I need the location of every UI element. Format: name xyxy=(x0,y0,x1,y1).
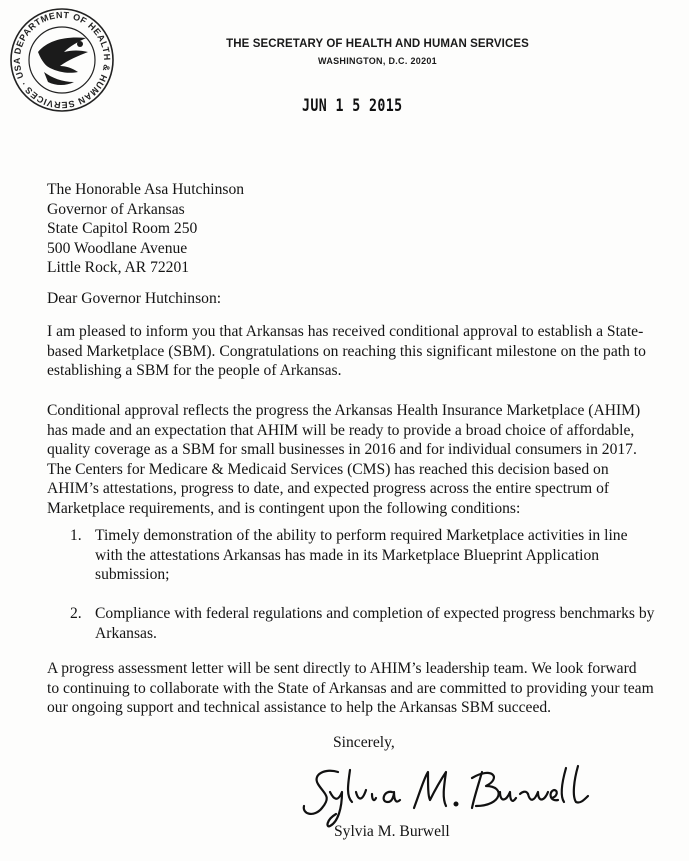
closing-salutation: Sincerely, xyxy=(333,734,395,751)
signer-name: Sylvia M. Burwell xyxy=(334,823,450,840)
address-line: The Honorable Asa Hutchinson xyxy=(47,181,245,198)
paragraph-line: The Centers for Medicare & Medicaid Services (CMS) has reached this decision based on xyxy=(47,460,609,478)
signature-graphic xyxy=(296,752,596,830)
handwritten-signature xyxy=(296,752,596,830)
condition-line: Compliance with federal regulations and completion of expected progress benchmarks by xyxy=(95,605,655,622)
address-line: 500 Woodlane Avenue xyxy=(47,239,188,257)
condition-line: submission; xyxy=(95,566,170,584)
paragraph-line: I am pleased to inform you that Arkansas has received conditional approval to establish a State- xyxy=(47,323,644,340)
salutation: Dear Governor Hutchinson: xyxy=(47,290,222,307)
condition-text xyxy=(95,604,654,643)
paragraph-line: based Marketplace (SBM). Congratulations on reaching this significant milestone on the path to xyxy=(47,342,646,360)
paragraph-closing xyxy=(47,659,654,718)
address-line: State Capitol Room 250 xyxy=(47,220,198,238)
seal-text: DEPARTMENT OF HEALTH & HUMAN SERVICES · USA xyxy=(11,9,113,111)
paragraph-line: A progress assessment letter will be sent directly to AHIM’s leadership team. We look forward xyxy=(47,660,637,677)
paragraph-line: AHIM’s attestations, progress to date, and expected progress across the entire spectrum of xyxy=(47,480,610,498)
letterhead-location: WASHINGTON, D.C. 20201 xyxy=(318,56,437,66)
paragraph-line: to continuing to collaborate with the State of Arkansas and are committed to providing your team xyxy=(47,679,654,697)
condition-line: with the attestations Arkansas has made in its Marketplace Blueprint Application xyxy=(95,546,600,564)
address-line: Governor of Arkansas xyxy=(47,200,185,218)
paragraph-approval xyxy=(47,322,646,381)
recipient-address xyxy=(47,180,244,278)
paragraph-line: has made and an expectation that AHIM will be ready to provide a broad choice of affordable, xyxy=(47,421,635,439)
condition-number: 2. xyxy=(70,605,82,622)
paragraph-line: quality coverage as a SBM for small businesses in 2016 and for individual consumers in 2017. xyxy=(47,441,637,459)
address-line: Little Rock, AR 72201 xyxy=(47,259,190,277)
condition-line: Timely demonstration of the ability to perform required Marketplace activities in line xyxy=(95,527,628,544)
paragraph-line: establishing a SBM for the people of Arkansas. xyxy=(47,362,342,380)
paragraph-conditions-intro xyxy=(47,401,640,519)
paragraph-line: our ongoing support and technical assistance to help the Arkansas SBM succeed. xyxy=(47,699,552,717)
condition-line: Arkansas. xyxy=(95,624,157,642)
date-stamp: JUN 1 5 2015 xyxy=(302,96,403,116)
paragraph-line: Marketplace requirements, and is contingent upon the following conditions: xyxy=(47,499,521,517)
letterhead-title: THE SECRETARY OF HEALTH AND HUMAN SERVICES xyxy=(226,38,529,50)
condition-text xyxy=(95,526,628,585)
paragraph-line: Conditional approval reflects the progress the Arkansas Health Insurance Marketplace (AHIM) xyxy=(47,402,641,419)
condition-number: 1. xyxy=(70,527,82,544)
